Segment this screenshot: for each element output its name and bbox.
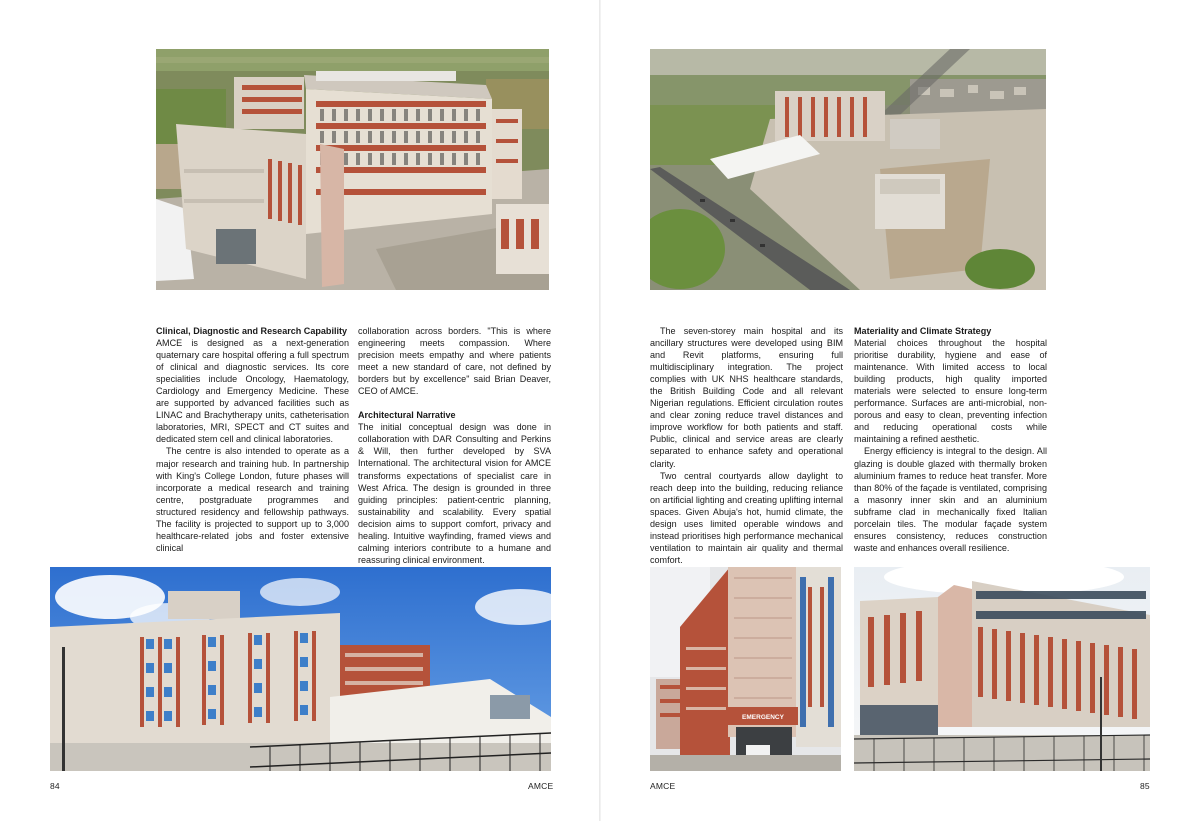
left-page-column-1	[156, 325, 349, 554]
body-paragraph: The centre is also intended to operate as a major research and training hub. In partnership with King's College London, future phases will incorporate a medical research and training centre, postgraduate programmes and structured residency and fellowship pathways. The facility is projected to support up to 3,000 healthcare-related jobs and foster extensive clinical	[156, 446, 349, 553]
emergency-entrance-photo	[650, 567, 841, 771]
emergency-sign: EMERGENCY	[742, 714, 784, 721]
section-heading-materiality: Materiality and Climate Strategy	[854, 326, 992, 336]
street-view-hospital-photo	[50, 567, 551, 771]
running-title-right: AMCE	[650, 781, 676, 791]
right-page-column-2	[854, 325, 1047, 554]
body-paragraph: The seven-storey main hospital and its ancillary structures were developed using BIM and Revit platforms, ensuring full multidisciplinary integration. The project complies with UK NHS healthcare standards, the British Building Code and all relevant Nigerian regulations. Efficient circulation routes and clear zoning reduce travel distances and improve workflow for both patients and staff. Public, clinical and service areas are clearly separated to enhance safety and operational clarity.	[650, 326, 843, 469]
body-paragraph: Material choices throughout the hospital prioritise durability, hygiene and ease of maintenance. With limited access to local building products, high quality imported materials were selected to ensure long-term performance. Surfaces are anti-microbial, non-porous and easy to clean, preventing infection and reducing operational costs while maintaining a refined aesthetic.	[854, 338, 1047, 445]
right-page-column-1	[650, 325, 843, 566]
page-number-right: 85	[1140, 781, 1150, 791]
body-paragraph: Two central courtyards allow daylight to reach deep into the building, reducing reliance on artificial lighting and creating uplifting internal spaces. Given Abuja's hot, humid climate, the design uses limited operable windows and instead prioritises high performance mechanical ventilation to maintain air quality and thermal comfort.	[650, 470, 843, 565]
left-page-column-2	[358, 325, 551, 566]
section-heading-architectural: Architectural Narrative	[358, 410, 456, 421]
body-paragraph: AMCE is designed as a next-generation quaternary care hospital offering a full spectrum of clinical and diagnostic services. Its core specialities include Oncology, Haematology, Cardiology and Emergency Medicine. These are supported by advanced facilities such as LINAC and Brachytherapy units, catheterisation laboratories, MRI, SPECT and CT suites and dedicated stem cell and clinical laboratories.	[156, 338, 349, 445]
section-heading-clinical: Clinical, Diagnostic and Research Capability	[156, 326, 348, 336]
aerial-site-overview-photo	[650, 49, 1046, 290]
running-title-left: AMCE	[528, 781, 554, 791]
body-paragraph: The initial conceptual design was done in collaboration with DAR Consulting and Perkins & Will, then further developed by SVA International. The architectural vision for AMCE transforms expectations of specialist care in West Africa. The design is grounded in three guiding principles: patient-centric planning, sustainability and scalability. Every spatial decision aims to support comfort, privacy and healing. Intuitive wayfinding, framed views and calming interiors contribute to a humane and reassuring clinical environment.	[358, 422, 551, 565]
page-number-left: 84	[50, 781, 60, 791]
side-facade-photo	[854, 567, 1150, 771]
aerial-hospital-photo	[156, 49, 549, 290]
page-gutter	[599, 0, 601, 821]
body-paragraph: collaboration across borders. "This is where engineering meets compassion. Where precision meets empathy and where patients meet a new standard of care, not defined by borders but by excellence" said Brian Deaver, CEO of AMCE.	[358, 326, 551, 397]
body-paragraph: Energy efficiency is integral to the design. All glazing is double glazed with thermally broken aluminium frames to reduce heat transfer. More than 80% of the façade is ventilated, comprising a masonry inner skin and an aluminium subframe clad in mechanically fixed Italian porcelain tiles. The modular façade system ensures consistency, reduces construction waste and enhances overall resilience.	[854, 446, 1047, 553]
